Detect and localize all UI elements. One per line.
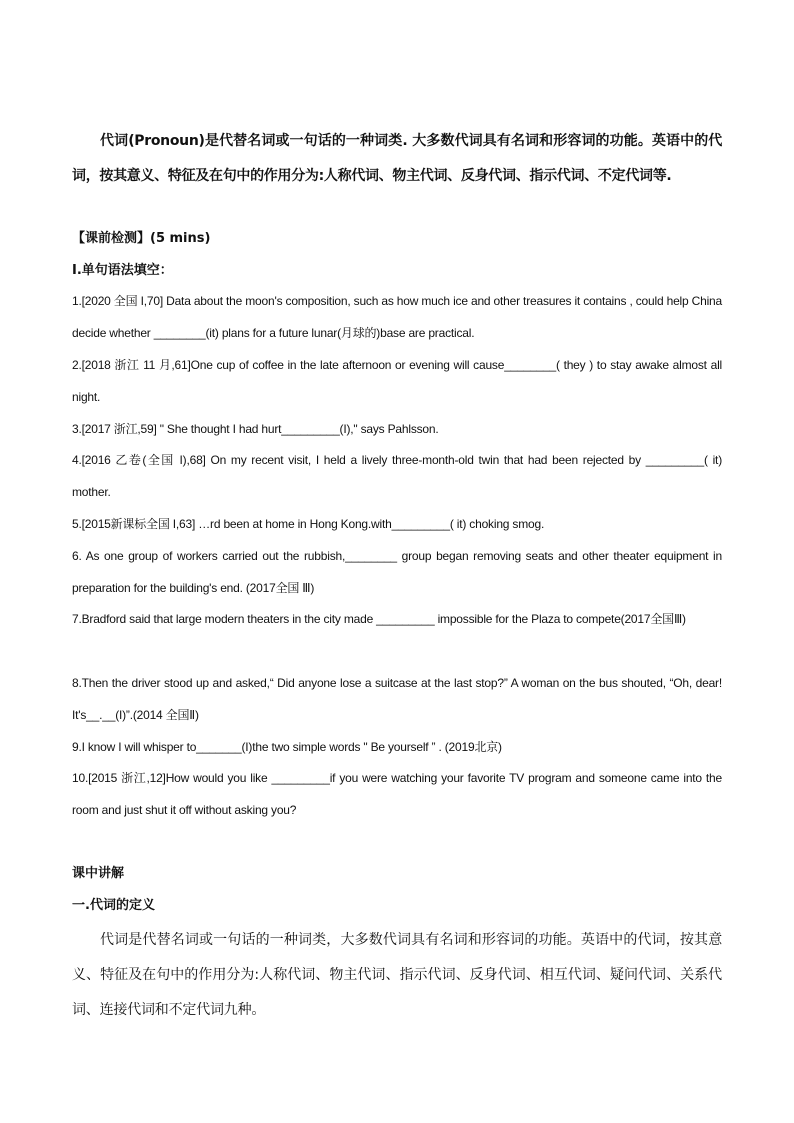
subsection-heading: 一.代词的定义 (72, 898, 155, 913)
lecture-heading: 课中讲解 (72, 866, 125, 881)
question-10: 10.[2015 浙江,12]How would you like _________if you were watching your favorite TV program and someone came into the room and just shut it off without asking you? (72, 771, 722, 817)
section-heading: I.单句语法填空： (72, 263, 173, 278)
question-2: 2.[2018 浙江 11 月,61]One cup of coffee in the late afternoon or evening will cause________( they ) to stay awake almost all night. (72, 358, 722, 404)
pretest-heading: 【课前检测】(5 mins) (72, 231, 211, 246)
question-5: 5.[2015新课标全国 I,63] …rd been at home in Hong Kong.with_________( it) choking smog. (72, 517, 545, 531)
question-3: 3.[2017 浙江,59] " She thought I had hurt_________(I)," says Pahlsson. (72, 422, 439, 436)
definition-paragraph: 代词是代替名词或一句话的一种词类，大多数代词具有名词和形容词的功能。英语中的代词，按其意义、特征及在句中的作用分为:人称代词、物主代词、指示代词、反身代词、相互代词、疑问代词、关系代词、连接代词和不定代词九种。 (72, 932, 722, 1018)
question-6: 6. As one group of workers carried out the rubbish,________ group began removing seats and other theater equipment in preparation for the building's end. (2017全国 Ⅲ) (72, 549, 722, 595)
question-9: 9.I know I will whisper to_______(I)the two simple words " Be yourself ” . (2019北京) (72, 740, 502, 754)
question-1: 1.[2020 全国 I,70] Data about the moon's composition, such as how much ice and other treasures it contains , could help China decide whether ________(it) plans for a future lunar(月球的)base are practical. (72, 294, 722, 340)
intro-paragraph: 代词(Pronoun)是代替名词或一句话的一种词类. 大多数代词具有名词和形容词的功能。英语中的代词，按其意义、特征及在句中的作用分为:人称代词、物主代词、反身代词、指示代词、不定代词等. (72, 133, 722, 184)
question-4: 4.[2016 乙卷(全国 I),68] On my recent visit, I held a lively three-month-old twin that had been rejected by _________( it) mother. (72, 453, 722, 499)
question-8: 8.Then the driver stood up and asked,“ Did anyone lose a suitcase at the last stop?” A woman on the bus shouted, “Oh, dear! It's__.__(I)”.(2014 全国Ⅱ) (72, 676, 722, 722)
question-7: 7.Bradford said that large modern theaters in the city made _________ impossible for the Plaza to compete(2017全国Ⅲ) (72, 612, 686, 626)
